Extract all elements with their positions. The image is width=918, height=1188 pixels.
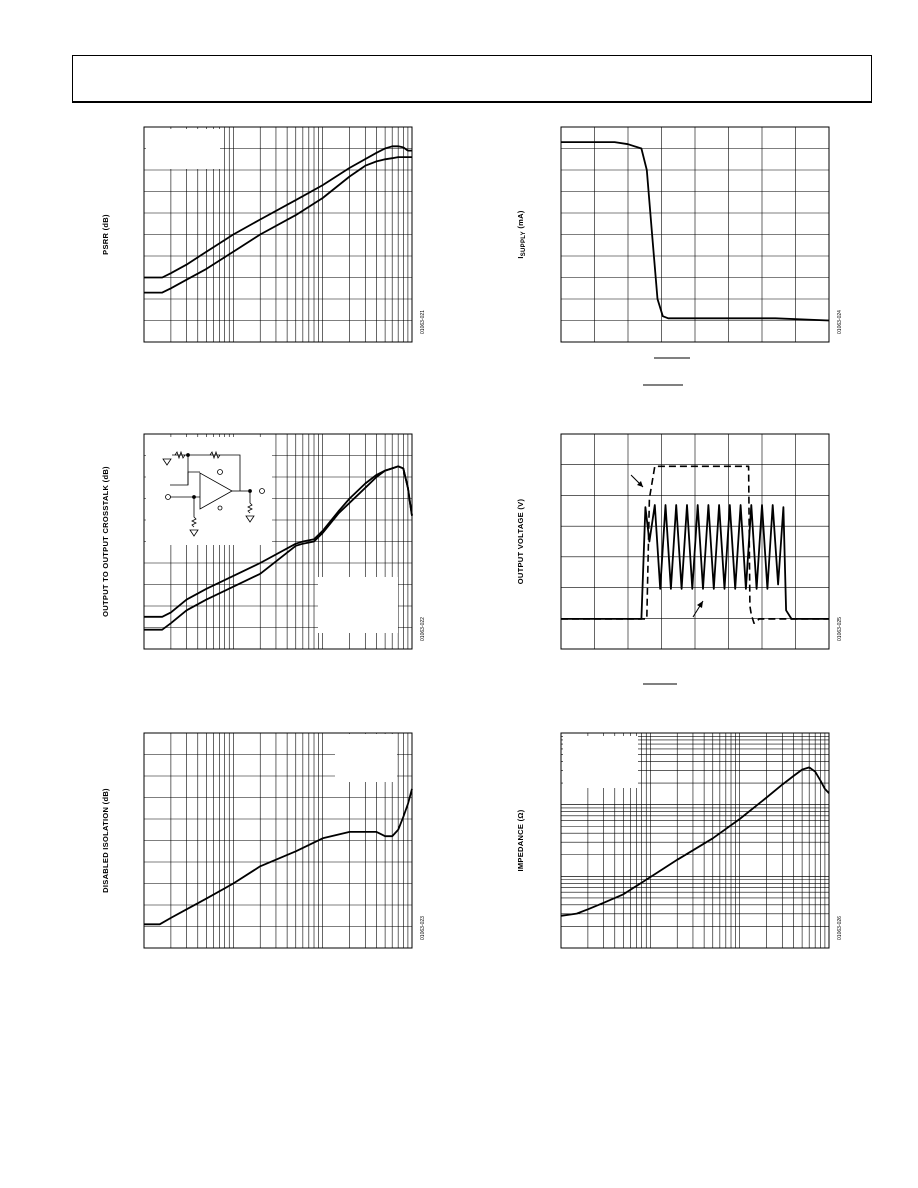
page-header-box (72, 55, 872, 103)
circuit-schematic (146, 437, 272, 545)
annotation-box (318, 577, 398, 633)
series-line-1 (144, 789, 412, 924)
grid (561, 127, 829, 342)
chart-psrr (100, 120, 440, 355)
arrow-head (697, 601, 703, 608)
y-axis-label: OUTPUT VOLTAGE (V) (516, 498, 525, 585)
chart-impedance (515, 726, 855, 961)
chart-isupply (515, 120, 855, 400)
y-axis-label: $I_{SUPPLY}$ (mA) (516, 210, 527, 259)
series-line-2 (144, 157, 412, 293)
annotation-box (563, 736, 638, 788)
annotation-box (335, 734, 397, 782)
figure-id: 01063-025 (837, 617, 843, 641)
figure-id: 01063-021 (420, 310, 426, 334)
figure-id: 01063-026 (837, 916, 843, 940)
figure-id: 01063-024 (837, 310, 843, 334)
chart-disabled-isolation (100, 726, 440, 961)
figure-id: 01063-022 (420, 617, 426, 641)
chart-crosstalk (100, 427, 440, 662)
series-line-1 (561, 767, 829, 915)
annotation-box (146, 129, 220, 169)
y-axis-label: DISABLED ISOLATION (dB) (101, 788, 110, 893)
y-axis-label: PSRR (dB) (101, 214, 110, 255)
y-axis-label: IMPEDANCE (Ω) (516, 809, 525, 872)
figure-id: 01063-023 (420, 916, 426, 940)
chart-output-voltage (515, 427, 855, 692)
y-axis-label: OUTPUT TO OUTPUT CROSSTALK (dB) (101, 466, 110, 617)
